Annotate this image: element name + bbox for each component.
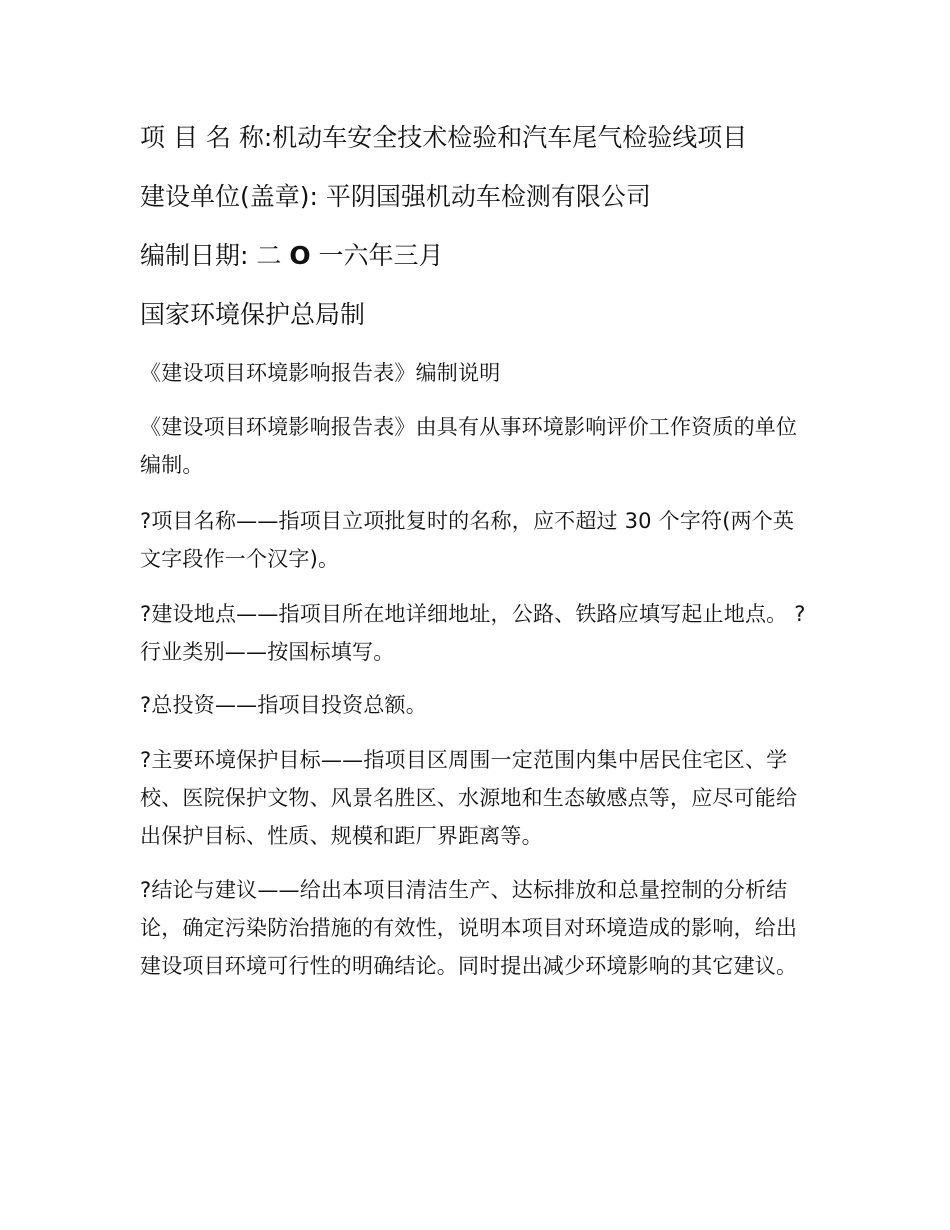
instruction-paragraph: 《建设项目环境影响报告表》由具有从事环境影响评价工作资质的单位编制。	[140, 415, 798, 477]
date-prefix: 编制日期: 二	[140, 241, 290, 270]
instruction-paragraph: ?项目名称——指项目立项批复时的名称，应不超过 30 个字符(两个英文字段作一个汉字)。	[140, 509, 795, 571]
instruction-paragraph: ?总投资——指项目投资总额。	[140, 693, 427, 717]
instruction-paragraph: ?结论与建议——给出本项目清洁生产、达标排放和总量控制的分析结论，确定污染防治措施的有效性，说明本项目对环境造成的影响，给出建设项目环境可行性的明确结论。同时提出减少环境影响的其它建议。	[140, 878, 798, 978]
instructions-heading: 《建设项目环境影响报告表》编制说明	[140, 361, 501, 385]
builder-line: 建设单位(盖章): 平阴国强机动车检测有限公司	[140, 182, 651, 211]
document-page	[140, 0, 810, 1230]
date-line	[140, 241, 444, 271]
instruction-paragraph: ?建设地点——指项目所在地详细地址，公路、铁路应填写起止地点。 ?行业类别——按国标填写。	[140, 602, 806, 664]
instruction-paragraph: ?主要环境保护目标——指项目区周围一定范围内集中居民住宅区、学校、医院保护文物、风景名胜区、水源地和生态敏感点等，应尽可能给出保护目标、性质、规模和距厂界距离等。	[140, 748, 798, 848]
date-zero: O	[289, 241, 311, 270]
issuer-line: 国家环境保护总局制	[140, 300, 366, 329]
date-suffix: 一六年三月	[310, 241, 444, 270]
project-name-line: 项 目 名 称:机动车安全技术检验和汽车尾气检验线项目	[140, 123, 748, 152]
